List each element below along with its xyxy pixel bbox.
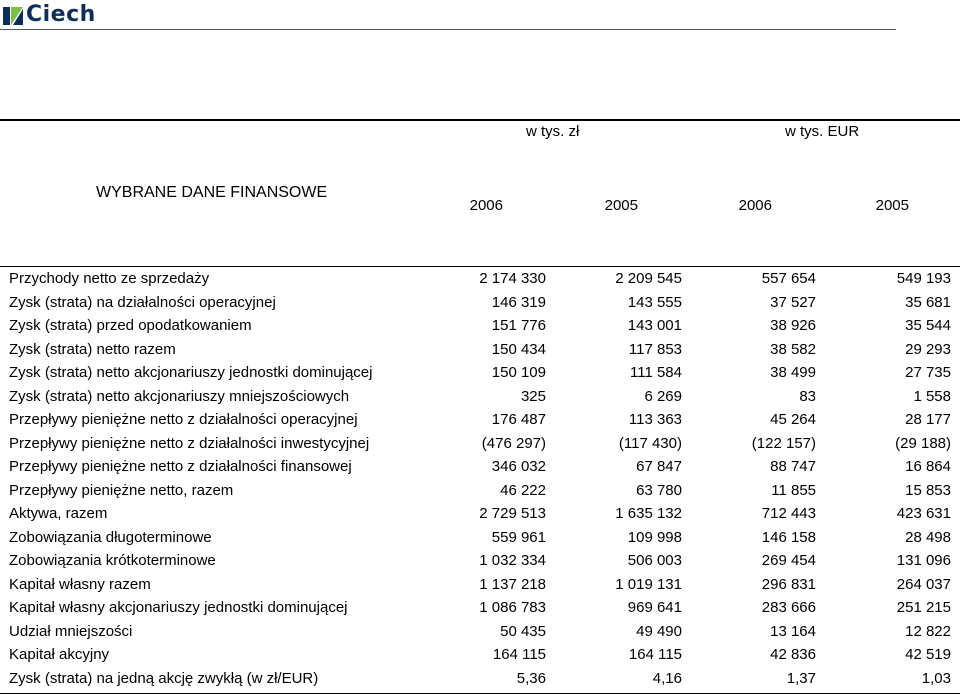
- value-eur-2006: 42 836: [770, 646, 816, 663]
- value-pln-2005: 111 584: [630, 364, 682, 381]
- value-pln-2006: 176 487: [491, 411, 546, 428]
- value-eur-2005: 251 215: [896, 599, 951, 616]
- table-row: [0, 387, 960, 411]
- value-pln-2006: 50 435: [500, 622, 546, 640]
- table-row: [0, 645, 960, 669]
- value-eur-2006: 13 164: [770, 622, 816, 640]
- value-pln-2006: 164 115: [492, 646, 546, 663]
- value-pln-2005: 109 998: [627, 528, 682, 546]
- table-bottom-rule: [0, 693, 960, 694]
- value-eur-2005: 35 681: [905, 293, 951, 311]
- table-row: [0, 598, 960, 622]
- row-label: Zobowiązania długoterminowe: [9, 528, 212, 546]
- value-eur-2006: 88 747: [770, 458, 816, 475]
- value-eur-2005: 35 544: [905, 317, 951, 334]
- logo-text: Ciech: [26, 2, 96, 27]
- table-row: [0, 481, 960, 505]
- value-pln-2005: 63 780: [636, 481, 682, 499]
- company-logo: [3, 4, 96, 26]
- year-header-eur-2006: 2006: [738, 197, 772, 214]
- table-row: [0, 316, 960, 340]
- value-eur-2005: 1 558: [913, 387, 951, 405]
- table-header-rule: [0, 266, 960, 267]
- financial-data-table: [0, 269, 960, 692]
- row-label: Udział mniejszości: [9, 622, 133, 640]
- value-pln-2006: 146 319: [491, 293, 546, 311]
- value-pln-2005: 1 635 132: [615, 505, 682, 522]
- value-pln-2006: 2 729 513: [479, 505, 546, 522]
- value-pln-2005: (117 430): [618, 434, 682, 452]
- value-pln-2006: 325: [520, 387, 546, 405]
- value-eur-2006: 37 527: [770, 293, 816, 311]
- value-pln-2005: 6 269: [644, 387, 682, 405]
- value-eur-2006: 38 499: [770, 364, 816, 381]
- value-eur-2005: 423 631: [896, 505, 951, 522]
- year-header-pln-2005: 2005: [604, 197, 638, 214]
- section-title: WYBRANE DANE FINANSOWE: [96, 184, 328, 201]
- row-label: Przepływy pieniężne netto z działalności operacyjnej: [9, 411, 358, 428]
- value-eur-2006: 146 158: [761, 528, 816, 546]
- value-eur-2006: 38 926: [770, 317, 816, 334]
- value-pln-2005: 117 853: [628, 340, 682, 358]
- value-eur-2006: 712 443: [761, 505, 816, 522]
- table-row: [0, 434, 960, 458]
- row-label: Kapitał własny razem: [9, 575, 151, 593]
- value-eur-2005: 12 822: [905, 622, 951, 640]
- value-eur-2005: 28 498: [905, 528, 951, 546]
- table-row: [0, 457, 960, 481]
- row-label: Zysk (strata) netto akcjonariuszy jednostki dominującej: [9, 364, 373, 381]
- table-row: [0, 269, 960, 293]
- value-eur-2005: 15 853: [905, 481, 951, 499]
- row-label: Kapitał akcyjny: [9, 646, 110, 663]
- row-label: Przychody netto ze sprzedaży: [9, 270, 210, 287]
- value-pln-2005: 143 001: [627, 317, 682, 334]
- value-eur-2006: 283 666: [761, 599, 816, 616]
- row-label: Kapitał własny akcjonariuszy jednostki dominującej: [9, 599, 348, 616]
- value-pln-2005: 2 209 545: [615, 270, 682, 287]
- value-pln-2005: 969 641: [627, 599, 682, 616]
- row-label: Zysk (strata) netto razem: [9, 340, 176, 358]
- row-label: Aktywa, razem: [9, 505, 108, 522]
- row-label: Przepływy pieniężne netto z działalności finansowej: [9, 458, 352, 475]
- value-eur-2006: 296 831: [761, 575, 816, 593]
- value-eur-2006: (122 157): [751, 434, 816, 452]
- table-row: [0, 575, 960, 599]
- value-pln-2006: 346 032: [491, 458, 546, 475]
- value-eur-2006: 45 264: [770, 411, 816, 428]
- value-eur-2005: 264 037: [896, 575, 951, 593]
- value-pln-2006: 1 086 783: [479, 599, 546, 616]
- header-divider: [0, 29, 896, 30]
- value-eur-2006: 557 654: [761, 270, 816, 287]
- value-eur-2006: 269 454: [761, 552, 816, 569]
- value-pln-2005: 4,16: [652, 669, 682, 687]
- value-pln-2006: 1 137 218: [479, 575, 546, 593]
- table-row: [0, 504, 960, 528]
- value-pln-2005: 164 115: [628, 646, 682, 663]
- value-eur-2005: 42 519: [905, 646, 951, 663]
- table-row: [0, 410, 960, 434]
- row-label: Zysk (strata) przed opodatkowaniem: [9, 317, 252, 334]
- value-pln-2006: 46 222: [500, 481, 546, 499]
- ciech-logo-mark-icon: [3, 5, 23, 25]
- value-pln-2005: 506 003: [627, 552, 682, 569]
- table-row: [0, 293, 960, 317]
- value-pln-2006: 559 961: [491, 528, 546, 546]
- value-pln-2005: 1 019 131: [615, 575, 682, 593]
- row-label: Zobowiązania krótkoterminowe: [9, 552, 216, 569]
- value-pln-2006: 150 109: [491, 364, 546, 381]
- value-eur-2006: 38 582: [770, 340, 816, 358]
- row-label: Zysk (strata) netto akcjonariuszy mniejszościowych: [9, 387, 350, 405]
- value-pln-2006: 151 776: [491, 317, 546, 334]
- value-pln-2006: 150 434: [491, 340, 546, 358]
- value-pln-2006: 2 174 330: [479, 270, 546, 287]
- value-eur-2005: 131 096: [896, 552, 951, 569]
- value-eur-2006: 11 855: [771, 481, 816, 499]
- value-pln-2006: 1 032 334: [479, 552, 546, 569]
- row-label: Przepływy pieniężne netto z działalności inwestycyjnej: [9, 434, 370, 452]
- year-header-eur-2005: 2005: [875, 197, 909, 214]
- unit-label-pln: w tys. zł: [526, 123, 580, 140]
- unit-label-eur: w tys. EUR: [785, 123, 860, 140]
- value-eur-2005: 28 177: [905, 411, 951, 428]
- value-pln-2006: 5,36: [516, 669, 546, 687]
- table-top-rule: [0, 119, 960, 121]
- table-row: [0, 622, 960, 646]
- value-pln-2005: 67 847: [636, 458, 682, 475]
- value-eur-2006: 1,37: [786, 669, 816, 687]
- value-eur-2005: 27 735: [905, 364, 951, 381]
- table-row: [0, 551, 960, 575]
- year-header-pln-2006: 2006: [469, 197, 503, 214]
- table-row: [0, 669, 960, 693]
- value-pln-2005: 113 363: [628, 411, 682, 428]
- table-row: [0, 340, 960, 364]
- table-row: [0, 363, 960, 387]
- value-pln-2006: (476 297): [481, 434, 546, 452]
- table-row: [0, 528, 960, 552]
- value-pln-2005: 143 555: [627, 293, 682, 311]
- value-eur-2005: (29 188): [895, 434, 951, 452]
- value-eur-2005: 29 293: [905, 340, 951, 358]
- row-label: Przepływy pieniężne netto, razem: [9, 481, 234, 499]
- value-eur-2005: 1,03: [921, 669, 951, 687]
- value-eur-2006: 83: [799, 387, 816, 405]
- row-label: Zysk (strata) na działalności operacyjnej: [9, 293, 276, 311]
- value-pln-2005: 49 490: [636, 622, 682, 640]
- row-label: Zysk (strata) na jedną akcję zwykłą (w zł/EUR): [9, 669, 319, 687]
- value-eur-2005: 549 193: [896, 270, 951, 287]
- value-eur-2005: 16 864: [905, 458, 951, 475]
